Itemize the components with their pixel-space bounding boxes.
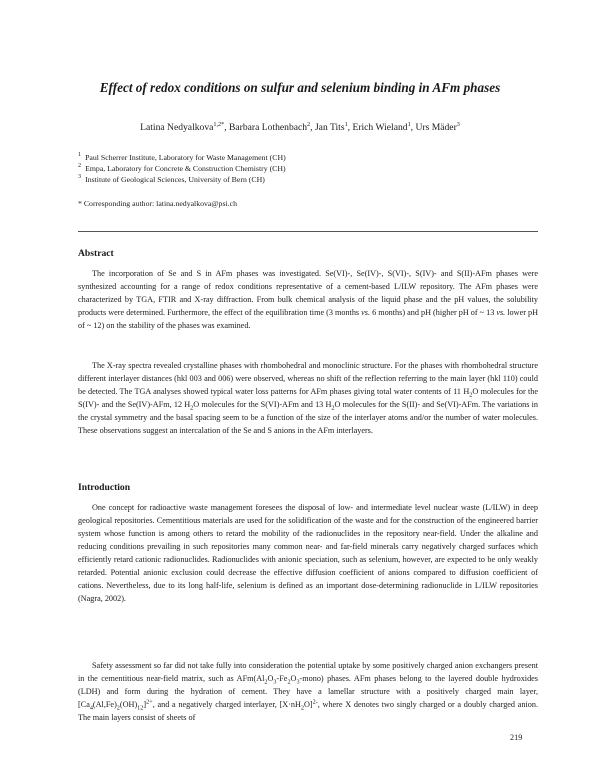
affiliation-text: Empa, Laboratory for Concrete & Construction Chemistry (CH) (85, 164, 286, 173)
introduction-paragraph: Safety assessment so far did not take fully into consideration the potential uptake by some positively charged anion exchangers present in the cementitious near-field matrix, such as $AFm(Al_2O_3-Fe_2O_3-mono)$ phases. AFm phases belong to the layered double hydroxides (LDH) and form during the hydration of cement. They have a lamellar structure with a positively charged main layer, $[Ca_4(Al,Fe)_2(OH)_{12}]^{2+}$, and a negatively charged interlayer, $[X\cdot nH_2O]^{2-}$, where X denotes two singly charged or a doubly charged anion. The main layers consist of sheets of (78, 661, 538, 723)
affiliation-list (78, 152, 538, 185)
affiliation-number: 3 (78, 173, 82, 181)
author-affil-mark: 1 (407, 120, 411, 128)
abstract-heading: Abstract (78, 248, 114, 259)
corresponding-author: * Corresponding author: latina.nedyalkova@psi.ch (78, 199, 237, 208)
affiliation-item (78, 174, 538, 185)
author-list: Latina Nedyalkova$^{1,2*}$, Barbara Lothenbach$^2$, Jan Tits$^1$, Erich Wieland$^1$, Urs Mäder$^3$ (140, 120, 460, 133)
author-affil-mark: 3 (456, 120, 460, 128)
affiliation-number: 2 (78, 162, 82, 170)
introduction-heading: Introduction (78, 482, 131, 493)
abstract-paragraph: The incorporation of Se and S in AFm phases was investigated. Se(VI)-, Se(IV)-, S(VI)-, S(IV)- and S(II)-AFm phases were synthesized accounting for a range of redox conditions representative of a cement-based L/ILW repository. The AFm phases were characterized by TGA, FTIR and X-ray diffraction. From bulk chemical analysis of the liquid phase and the pH values, the solubility products were determined. Furthermore, the effect of the equilibration time (3 months vs. 6 months) and pH (higher pH of ~ 13 vs. lower pH of ~ 12) on the stability of the phases was examined. (78, 269, 538, 331)
affiliation-text: Institute of Geological Sciences, University of Bern (CH) (85, 175, 265, 184)
author-name: Barbara Lothenbach (229, 122, 308, 133)
introduction-paragraph: One concept for radioactive waste management foresees the disposal of low- and intermediate level nuclear waste (L/ILW) in deep geological repositories. Cementitious materials are used for the solidification of the waste and for the construction of the engineered barrier system whose function is among others to retard the mobility of the radionuclides in the repository near-field. Under the alkaline and reducing conditions prevailing in such repositories many common near- and far-field minerals carry negatively charged surfaces which efficiently retard cationic radionuclides. Radionuclides with anionic speciation, such as selenium, however, are expected to be only weakly retarded. Potential anionic exclusion could decrease the effective diffusion coefficient of anions compared to diffusion coefficient of cations. Nevertheless, due to its long half-life, selenium is defined as an important dose-determining radionuclide in L/ILW repositories (Nagra, 2002). (78, 503, 538, 604)
author-name: Jan Tits (314, 122, 345, 133)
paper-title: Effect of redox conditions on sulfur and selenium binding in AFm phases (99, 80, 501, 95)
abstract-paragraph: The X-ray spectra revealed crystalline phases with rhombohedral and monoclinic structure. For the phases with rhombohedral structure different interlayer distances (hkl 003 and 006) were observed, whereas no shift of the reflection referring to the main layer (hkl 110) could be detected. The TGA analyses showed typical water loss patterns for AFm phases giving total water contents of 11 $H_2O$ molecules for the S(IV)- and the Se(IV)-AFm, 12 $H_2O$ molecules for the S(VI)-AFm and 13 $H_2O$ molecules for the S(II)- and Se(VI)-AFm. The variations in the crystal symmetry and the basal spacing seem to be a function of the size of the interlayer atoms and/or the number of water molecules. These observations suggest an intercalation of the Se and S anions in the AFm interlayers. (78, 361, 538, 436)
page-number: 219 (510, 733, 523, 742)
affiliation-item (78, 163, 538, 174)
author-affil-mark: 1,2* (213, 120, 225, 128)
author-affil-mark: 2 (307, 120, 311, 128)
section-divider (78, 231, 538, 232)
affiliation-item (78, 152, 538, 163)
author-name: Urs Mäder (415, 122, 457, 133)
author-name: Latina Nedyalkova (140, 122, 214, 133)
author-affil-mark: 1 (344, 120, 348, 128)
author-name: Erich Wieland (352, 122, 408, 133)
affiliation-text: Paul Scherrer Institute, Laboratory for Waste Management (CH) (85, 153, 286, 162)
affiliation-number: 1 (78, 151, 82, 159)
